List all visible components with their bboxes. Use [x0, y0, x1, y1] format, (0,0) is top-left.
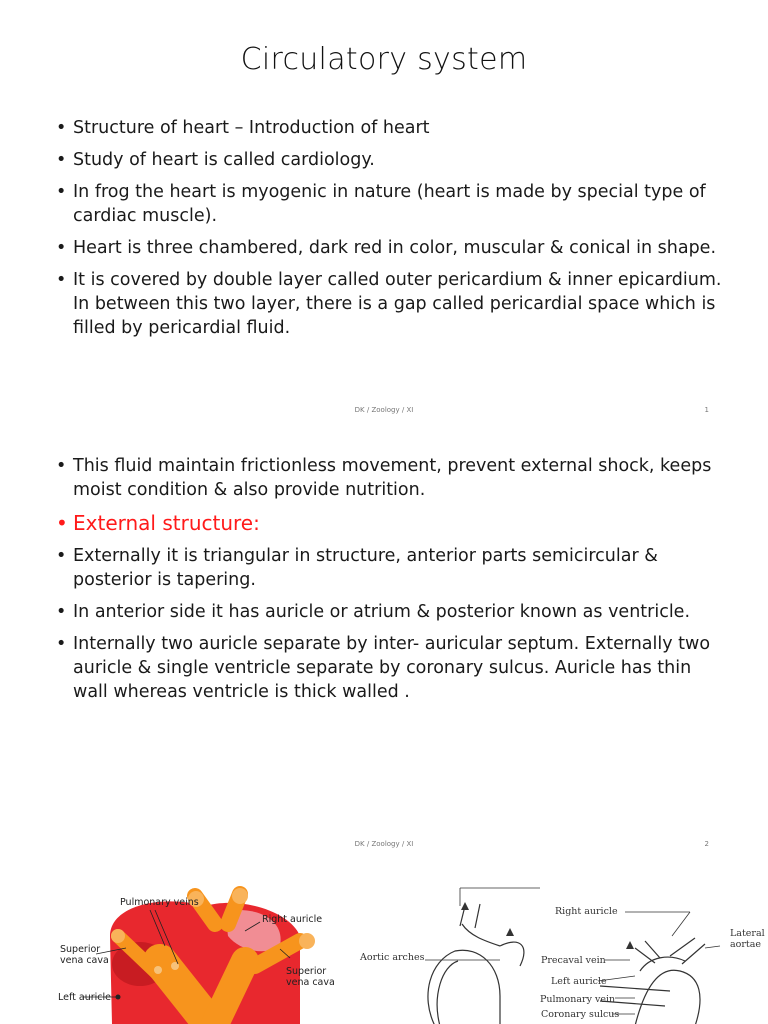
bullet-list [56, 116, 724, 348]
bullet-list [56, 454, 724, 712]
label-superior-vena-cava-left: Superior vena cava [60, 944, 109, 966]
page-number: 2 [704, 840, 709, 848]
slide-3 [0, 866, 768, 1024]
heart-illustration [0, 866, 360, 1024]
label-left-auricle: Left auricle [58, 992, 111, 1003]
slide-1 [0, 0, 768, 430]
label-coronary-sulcus: Coronary sulcus [541, 1009, 620, 1020]
bullet-item: • In anterior side it has auricle or atrium & posterior known as ventricle. [56, 600, 724, 624]
label-left-auricle-2: Left auricle [551, 976, 607, 987]
bullet-item: • Study of heart is called cardiology. [56, 148, 724, 172]
bullet-item: • Internally two auricle separate by inter- auricular septum. Externally two auricle & single ventricle separate by coronary sulcus. Auricle has thin wall whereas ventricle is thick walled . [56, 632, 724, 704]
label-right-auricle-2: Right auricle [555, 906, 618, 917]
bullet-item: • It is covered by double layer called outer pericardium & inner epicardium. In between this two layer, there is a gap called pericardial space which is filled by pericardial fluid. [56, 268, 724, 340]
bullet-item: • Externally it is triangular in structure, anterior parts semicircular & posterior is tapering. [56, 544, 724, 592]
page-number: 1 [704, 406, 709, 414]
bullet-item: • This fluid maintain frictionless movement, prevent external shock, keeps moist condition & also provide nutrition. [56, 454, 724, 502]
bullet-item: • In frog the heart is myogenic in nature (heart is made by special type of cardiac muscle). [56, 180, 724, 228]
label-pulmonary-veins: Pulmonary veins [120, 897, 199, 908]
footer-text: DK / Zoology / XI [354, 840, 414, 848]
label-lateral-aortae: Lateral aortae [730, 928, 765, 950]
slide-title: Circulatory system [240, 42, 528, 77]
section-heading: • External structure: [56, 510, 724, 536]
label-precaval-vein: Precaval vein [541, 955, 606, 966]
bullet-item: • Heart is three chambered, dark red in color, muscular & conical in shape. [56, 236, 724, 260]
bullet-item: • Structure of heart – Introduction of heart [56, 116, 724, 140]
label-aortic-arches: Aortic arches [360, 952, 425, 963]
label-right-auricle: Right auricle [262, 914, 323, 925]
slide-2 [0, 432, 768, 862]
footer-text: DK / Zoology / XI [354, 406, 414, 414]
label-pulmonary-vein: Pulmonary vein [540, 994, 616, 1005]
label-superior-vena-cava-right: Superior vena cava [286, 966, 335, 988]
